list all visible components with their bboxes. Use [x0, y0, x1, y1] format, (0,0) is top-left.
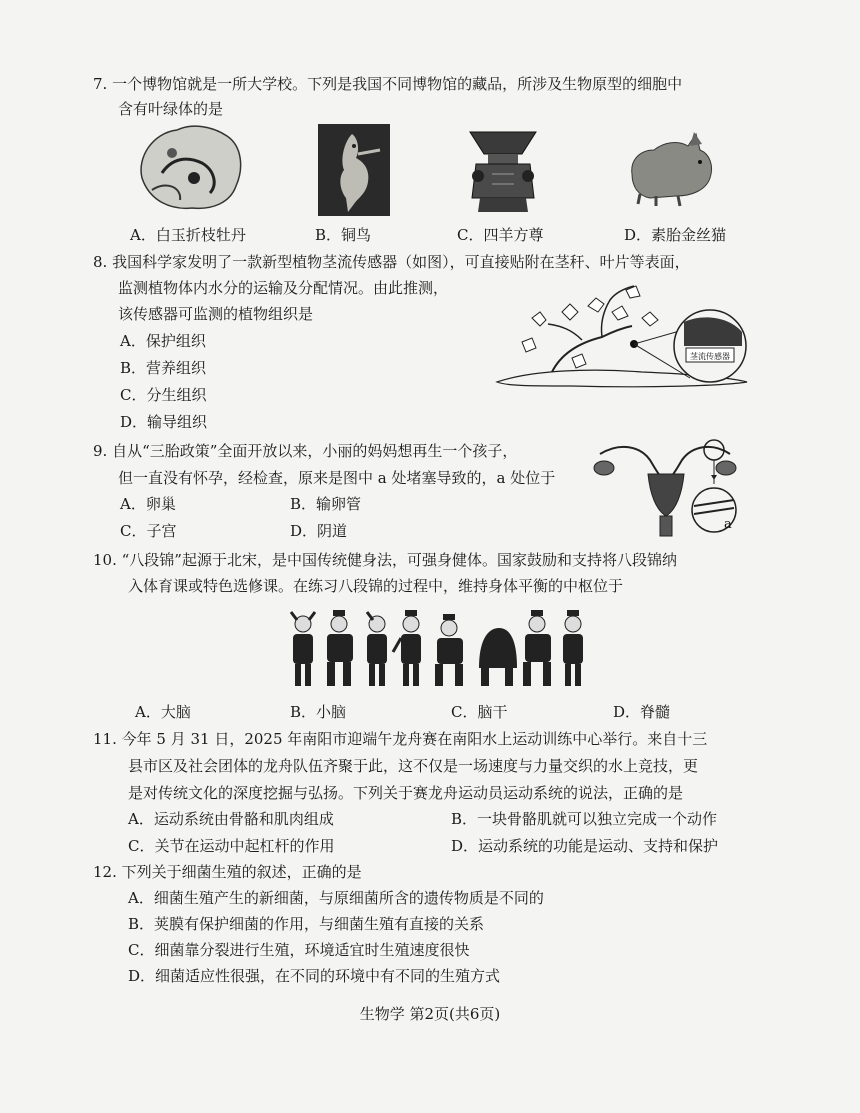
q10-option-a: A．大脑 [135, 703, 191, 721]
q9-option-a: A．卵巢 [120, 495, 176, 513]
q9-stem-line2: 但一直没有怀孕，经检查，原来是图中 a 处堵塞导致的，a 处位于 [118, 469, 556, 487]
porcelain-cat-image [620, 124, 720, 208]
jade-peony-image [132, 118, 247, 216]
q9-option-d: D．阴道 [290, 522, 348, 540]
four-ram-zun-image [462, 124, 544, 216]
q11-option-d: D．运动系统的功能是运动、支持和保护 [451, 837, 719, 855]
q7-option-c: C．四羊方尊 [457, 226, 544, 244]
q11-stem-line3: 是对传统文化的深度挖掘与弘扬。下列关于赛龙舟运动员运动系统的说法，正确的是 [128, 784, 684, 802]
q7-option-a: A．白玉折枝牡丹 [130, 226, 246, 244]
q8-stem-line2: 监测植物体内水分的运输及分配情况。由此推测， [118, 279, 449, 297]
plant-sensor-figure [492, 282, 752, 390]
q8-stem-line1: 8. 我国科学家发明了一款新型植物茎流传感器（如图），可直接贴附在茎秆、叶片等表面， [93, 253, 690, 271]
q8-option-b: B．营养组织 [120, 359, 207, 377]
q7-option-b: B．铜鸟 [315, 226, 372, 244]
q8-stem-line3: 该传感器可监测的植物组织是 [118, 305, 314, 323]
q12-stem: 12. 下列关于细菌生殖的叙述，正确的是 [93, 863, 362, 881]
q10-option-d: D．脊髓 [613, 703, 671, 721]
q12-option-d: D．细菌适应性很强，在不同的环境中有不同的生殖方式 [128, 967, 501, 985]
q7-stem-line1: 7. 一个博物馆就是一所大学校。下列是我国不同博物馆的藏品，所涉及生物原型的细胞中 [93, 75, 683, 93]
bronze-bird-image [318, 124, 390, 216]
female-reproductive-figure [590, 434, 750, 539]
q11-stem-line1: 11. 今年 5 月 31 日，2025 年南阳市迎端午龙舟赛在南阳水上运动训练中心举行。来自十三 [93, 730, 708, 748]
q12-option-b: B．荚膜有保护细菌的作用，与细菌生殖有直接的关系 [128, 915, 485, 933]
q11-option-a: A．运动系统由骨骼和肌肉组成 [128, 810, 334, 828]
baduanjin-figures [285, 608, 590, 690]
q9-option-b: B．输卵管 [290, 495, 362, 513]
q9-stem-line1: 9. 自从“三胎政策”全面开放以来，小丽的妈妈想再生一个孩子， [93, 442, 518, 460]
a-label: a [724, 517, 732, 532]
q11-option-b: B．一块骨骼肌就可以独立完成一个动作 [451, 810, 718, 828]
q12-option-a: A．细菌生殖产生的新细菌，与原细菌所含的遗传物质是不同的 [128, 889, 544, 907]
q8-option-a: A．保护组织 [120, 332, 206, 350]
q8-option-c: C．分生组织 [120, 386, 207, 404]
q7-option-d: D．素胎金丝猫 [624, 226, 727, 244]
q9-option-c: C．子宫 [120, 522, 177, 540]
sensor-label: 茎流传感器 [690, 352, 730, 361]
q10-stem-line2: 入体育课或特色选修课。在练习八段锦的过程中，维持身体平衡的中枢位于 [128, 577, 624, 595]
q10-stem-line1: 10. “八段锦”起源于北宋，是中国传统健身法，可强身健体。国家鼓励和支持将八段锦纳 [93, 551, 677, 569]
q7-stem-line2: 含有叶绿体的是 [118, 100, 224, 118]
q11-option-c: C．关节在运动中起杠杆的作用 [128, 837, 335, 855]
q12-option-c: C．细菌靠分裂进行生殖，环境适宜时生殖速度很快 [128, 941, 470, 959]
q11-stem-line2: 县市区及社会团体的龙舟队伍齐聚于此，这不仅是一场速度与力量交织的水上竞技，更 [128, 757, 699, 775]
q10-option-b: B．小脑 [290, 703, 347, 721]
q8-option-d: D．输导组织 [120, 413, 208, 431]
page-footer: 生物学 第2页(共6页) [359, 1005, 501, 1023]
q10-option-c: C．脑干 [451, 703, 508, 721]
